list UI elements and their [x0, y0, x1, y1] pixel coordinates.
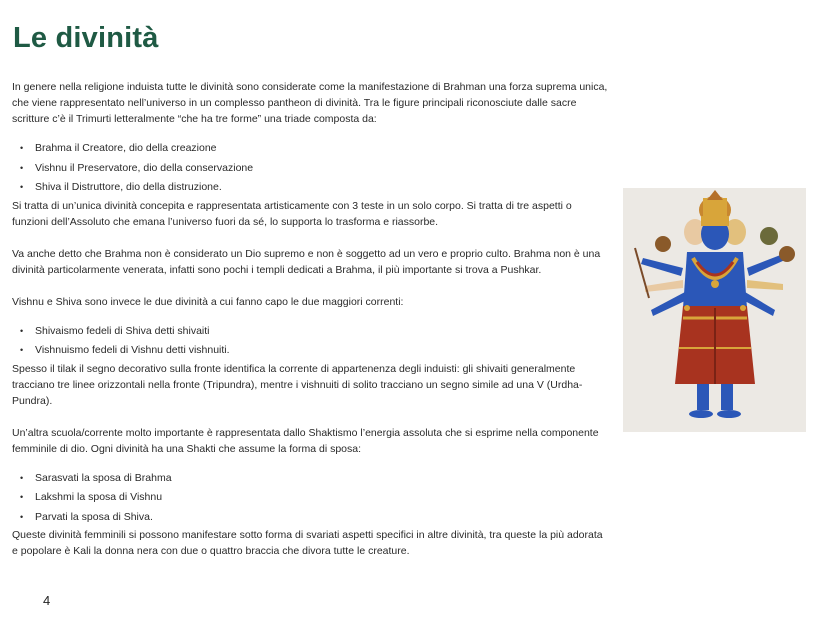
trimurti-description: Si tratta di un’unica divinità concepita e rappresentata artisticamente con 3 teste in un solo corpo. Si tratta di tre aspetti o funzioni dell’Assoluto che emana l’universo fuori da sé, lo supporta lo trasforma e riassorbe. — [12, 199, 572, 228]
brahma-paragraph: Va anche detto che Brahma non è considerato un Dio supremo e non è soggetto ad un vero e proprio culto. Brahma non è una divinità particolarmente venerata, infatti sono pochi i templi dedicati a Brahma, il più importante si trova a Pushkar. — [12, 247, 601, 276]
body-text — [12, 79, 610, 559]
list-item: • Sarasvati la sposa di Brahma — [12, 469, 610, 489]
list-item: • Vishnuismo fedeli di Vishnu detti vishnuiti. — [12, 341, 610, 361]
tilak-paragraph: Spesso il tilak il segno decorativo sulla fronte identifica la corrente di appartenenza degli induisti: gli shivaiti generalmente tracciano tre linee orizzontali nella fronte (Tripundra), mentre i vishnuiti di solito tracciano un segno simile ad una V (Urdha-Pundra). — [12, 362, 583, 407]
closing-paragraph: Queste divinità femminili si possono manifestare sotto forma di svariati aspetti specifici in altre divinità, tra queste la più adorata e popolare è Kali la donna nera con due o quattro braccia che divora tutte le creature. — [12, 529, 603, 557]
list-item: • Parvati la sposa di Shiva. — [12, 508, 610, 528]
list-item: • Vishnu il Preservatore, dio della conservazione — [12, 159, 610, 179]
list-item: • Brahma il Creatore, dio della creazione — [12, 139, 610, 159]
list-item: • Shivaismo fedeli di Shiva detti shivaiti — [12, 322, 610, 342]
trimurti-painting-icon — [623, 188, 806, 432]
trimurti-image — [623, 188, 806, 432]
trimurti-list — [12, 139, 610, 198]
currents-list — [12, 322, 610, 361]
shaktism-paragraph: Un’altra scuola/corrente molto importante è rappresentata dallo Shaktismo l’energia assoluta che si esprime nella componente femminile di dio. Ogni divinità ha una Shakti che assume la forma di sposa: — [12, 426, 599, 455]
intro-paragraph: In genere nella religione induista tutte le divinità sono considerate come la manifestazione di Brahman una forza suprema unica, che viene rappresentato nell’universo in un complesso pantheon di divinità. Tra le figure principali riconosciute dalle sacre scritture c’è il Trimurti letteralmente “che ha tre forme” una triade composta da: — [12, 81, 608, 125]
shakti-list — [12, 469, 610, 528]
currents-intro: Vishnu e Shiva sono invece le due divinità a cui fanno capo le due maggiori correnti: — [12, 295, 404, 308]
page-number: 4 — [43, 593, 51, 608]
list-item: • Lakshmi la sposa di Vishnu — [12, 488, 610, 508]
list-item: • Shiva il Distruttore, dio della distruzione. — [12, 178, 610, 198]
page-title: Le divinità — [13, 22, 159, 54]
